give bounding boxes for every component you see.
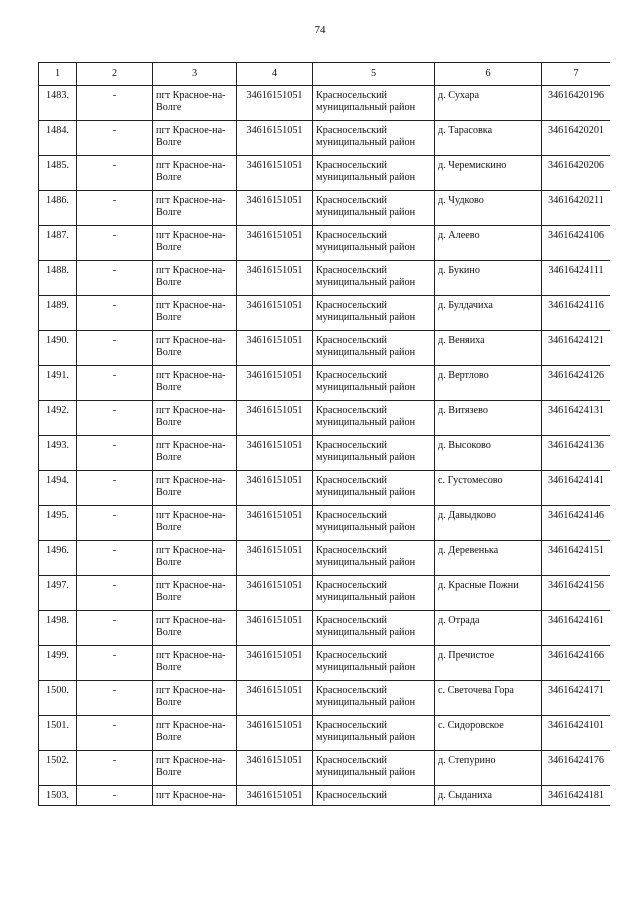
district-cell [313,366,435,401]
row-number-cell: 1487. [39,226,77,261]
column-header-4: 4 [237,63,313,86]
settlement-code-cell: 34616151051 [237,226,313,261]
settlement-cell [153,611,237,646]
district-line-2: муниципальный район [316,452,416,463]
settlements-table [38,62,610,806]
settlement-code-cell: 34616151051 [237,121,313,156]
settlement-code-cell: 34616151051 [237,716,313,751]
settlement-line-1: пгт Красное-на- [156,510,226,521]
locality-cell: д. Алеево [435,226,542,261]
row-number-cell: 1502. [39,751,77,786]
locality-cell: д. Вертлово [435,366,542,401]
row-number-cell: 1497. [39,576,77,611]
settlement-code-cell: 34616151051 [237,506,313,541]
locality-code-cell: 34616424146 [542,506,611,541]
row-number-cell: 1490. [39,331,77,366]
district-line-1: Красносельский [316,195,388,206]
dash-cell: - [77,716,153,751]
table-row [39,611,611,646]
district-line-1: Красносельский [316,720,388,731]
settlement-code-cell: 34616151051 [237,541,313,576]
locality-cell: д. Степурино [435,751,542,786]
district-line-1: Красносельский [316,650,388,661]
settlement-line-2: Волге [156,767,182,778]
settlement-line-2: Волге [156,732,182,743]
district-line-2: муниципальный район [316,102,416,113]
locality-code-cell: 34616424106 [542,226,611,261]
locality-code-cell: 34616424111 [542,261,611,296]
settlement-line-2: Волге [156,592,182,603]
locality-code-cell: 34616424166 [542,646,611,681]
district-line-2: муниципальный район [316,417,416,428]
locality-cell: с. Густомесово [435,471,542,506]
locality-cell: д. Черемискино [435,156,542,191]
locality-cell: д. Букино [435,261,542,296]
district-line-2: муниципальный район [316,382,416,393]
table-row [39,86,611,121]
district-line-1: Красносельский [316,265,388,276]
locality-code-cell: 34616424176 [542,751,611,786]
dash-cell: - [77,576,153,611]
district-cell [313,471,435,506]
district-line-1: Красносельский [316,755,388,766]
settlement-line-1: пгт Красное-на- [156,370,226,381]
district-cell [313,191,435,226]
column-header-1: 1 [39,63,77,86]
settlement-line-2: Волге [156,557,182,568]
settlement-line-2: Волге [156,662,182,673]
locality-cell: с. Светочева Гора [435,681,542,716]
district-line-2: муниципальный район [316,732,416,743]
settlement-line-1: пгт Красное-на- [156,195,226,206]
district-cell [313,436,435,471]
table-row [39,366,611,401]
settlement-line-2: Волге [156,522,182,533]
row-number-cell: 1496. [39,541,77,576]
settlement-code-cell: 34616151051 [237,611,313,646]
table-row [39,261,611,296]
dash-cell: - [77,331,153,366]
table-row [39,156,611,191]
page-number: 74 [314,24,326,36]
row-number-cell: 1494. [39,471,77,506]
settlement-cell [153,646,237,681]
district-cell [313,506,435,541]
settlement-line-2: Волге [156,137,182,148]
dash-cell: - [77,471,153,506]
locality-code-cell: 34616424181 [542,786,611,806]
settlement-line-2: Волге [156,277,182,288]
row-number-cell: 1492. [39,401,77,436]
district-line-1: Красносельский [316,510,388,521]
dash-cell: - [77,226,153,261]
dash-cell: - [77,86,153,121]
district-line-1: Красносельский [316,475,388,486]
locality-cell: д. Пречистое [435,646,542,681]
settlement-line-1: пгт Красное-на- [156,405,226,416]
district-cell [313,681,435,716]
settlement-code-cell: 34616151051 [237,576,313,611]
settlement-cell [153,156,237,191]
dash-cell: - [77,611,153,646]
settlement-cell [153,261,237,296]
settlement-line-1: пгт Красное-на- [156,265,226,276]
locality-cell: д. Чудково [435,191,542,226]
district-cell [313,646,435,681]
column-header-3: 3 [153,63,237,86]
table-row [39,191,611,226]
district-line-1: Красносельский [316,90,388,101]
row-number-cell: 1489. [39,296,77,331]
settlement-code-cell: 34616151051 [237,191,313,226]
district-cell [313,401,435,436]
settlement-line-1: пгт Красное-на- [156,545,226,556]
locality-code-cell: 34616420201 [542,121,611,156]
settlement-code-cell: 34616151051 [237,156,313,191]
locality-cell: д. Веняиха [435,331,542,366]
district-cell [313,86,435,121]
table-row [39,576,611,611]
district-line-1: Красносельский [316,160,388,171]
district-line-2: муниципальный район [316,697,416,708]
district-line-2: муниципальный район [316,207,416,218]
settlement-line-2: Волге [156,242,182,253]
column-header-2: 2 [77,63,153,86]
locality-cell: д. Тарасовка [435,121,542,156]
table-row [39,296,611,331]
district-line-1: Красносельский [316,230,388,241]
district-line-2: муниципальный район [316,662,416,673]
settlement-line-2: Волге [156,312,182,323]
settlement-line-1: пгт Красное-на- [156,790,226,801]
locality-cell: д. Давыдково [435,506,542,541]
district-line-1: Красносельский [316,685,388,696]
row-number-cell: 1495. [39,506,77,541]
district-line-2: муниципальный район [316,592,416,603]
district-line-2: муниципальный район [316,487,416,498]
settlement-cell [153,191,237,226]
district-line-2: муниципальный район [316,277,416,288]
district-cell [313,541,435,576]
locality-code-cell: 34616424171 [542,681,611,716]
settlement-cell [153,716,237,751]
settlement-line-1: пгт Красное-на- [156,300,226,311]
dash-cell: - [77,646,153,681]
locality-code-cell: 34616420211 [542,191,611,226]
district-line-2: муниципальный район [316,627,416,638]
settlement-code-cell: 34616151051 [237,261,313,296]
district-cell [313,716,435,751]
settlement-line-2: Волге [156,417,182,428]
table-row [39,646,611,681]
row-number-cell: 1493. [39,436,77,471]
dash-cell: - [77,156,153,191]
dash-cell: - [77,786,153,806]
locality-code-cell: 34616424116 [542,296,611,331]
settlement-line-1: пгт Красное-на- [156,160,226,171]
settlement-line-1: пгт Красное-на- [156,230,226,241]
dash-cell: - [77,751,153,786]
column-header-5: 5 [313,63,435,86]
settlement-cell [153,751,237,786]
settlement-cell [153,86,237,121]
settlement-code-cell: 34616151051 [237,751,313,786]
table-row [39,751,611,786]
district-line-1: Красносельский [316,615,388,626]
table-row [39,541,611,576]
settlement-line-1: пгт Красное-на- [156,580,226,591]
column-header-7: 7 [542,63,611,86]
locality-code-cell: 34616424126 [542,366,611,401]
row-number-cell: 1484. [39,121,77,156]
district-cell [313,331,435,366]
locality-code-cell: 34616420196 [542,86,611,121]
district-cell [313,226,435,261]
district-line-1: Красносельский [316,335,388,346]
locality-cell: д. Сыданиха [435,786,542,806]
table-row [39,331,611,366]
settlement-cell [153,471,237,506]
district-line-1: Красносельский [316,370,388,381]
locality-code-cell: 34616424156 [542,576,611,611]
district-line-1: Красносельский [316,440,388,451]
dash-cell: - [77,261,153,296]
table-header-row [39,63,611,86]
locality-code-cell: 34616424141 [542,471,611,506]
settlement-line-2: Волге [156,102,182,113]
settlement-cell [153,786,237,806]
settlement-code-cell: 34616151051 [237,401,313,436]
table-container [38,62,610,836]
dash-cell: - [77,191,153,226]
dash-cell: - [77,296,153,331]
district-cell [313,576,435,611]
district-cell [313,751,435,786]
district-line-2: муниципальный район [316,137,416,148]
table-row [39,436,611,471]
settlement-line-1: пгт Красное-на- [156,335,226,346]
locality-cell: д. Деревенька [435,541,542,576]
district-line-1: Красносельский [316,300,388,311]
locality-cell: д. Булдачиха [435,296,542,331]
row-number-cell: 1503. [39,786,77,806]
settlement-cell [153,331,237,366]
district-line-1: Красносельский [316,545,388,556]
dash-cell: - [77,541,153,576]
settlement-cell [153,366,237,401]
settlement-line-2: Волге [156,487,182,498]
district-line-1: Красносельский [316,580,388,591]
locality-cell: д. Отрада [435,611,542,646]
settlement-line-2: Волге [156,627,182,638]
dash-cell: - [77,436,153,471]
row-number-cell: 1488. [39,261,77,296]
settlement-line-1: пгт Красное-на- [156,755,226,766]
settlement-code-cell: 34616151051 [237,681,313,716]
table-row [39,471,611,506]
district-line-2: муниципальный район [316,312,416,323]
settlement-code-cell: 34616151051 [237,786,313,806]
dash-cell: - [77,401,153,436]
settlement-line-2: Волге [156,207,182,218]
table-body [39,63,611,806]
district-cell [313,611,435,646]
settlement-line-1: пгт Красное-на- [156,650,226,661]
table-row [39,681,611,716]
locality-cell: д. Сухара [435,86,542,121]
district-line-2: муниципальный район [316,347,416,358]
settlement-line-2: Волге [156,347,182,358]
dash-cell: - [77,681,153,716]
row-number-cell: 1499. [39,646,77,681]
row-number-cell: 1498. [39,611,77,646]
district-line-2: муниципальный район [316,242,416,253]
settlement-cell [153,226,237,261]
dash-cell: - [77,506,153,541]
district-cell [313,261,435,296]
dash-cell: - [77,121,153,156]
locality-code-cell: 34616424101 [542,716,611,751]
settlement-line-1: пгт Красное-на- [156,90,226,101]
settlement-line-1: пгт Красное-на- [156,440,226,451]
district-line-2: муниципальный район [316,172,416,183]
settlement-line-2: Волге [156,697,182,708]
settlement-line-1: пгт Красное-на- [156,685,226,696]
table-row [39,121,611,156]
settlement-line-1: пгт Красное-на- [156,615,226,626]
table-row [39,506,611,541]
district-line-1: Красносельский [316,790,388,801]
row-number-cell: 1486. [39,191,77,226]
settlement-code-cell: 34616151051 [237,86,313,121]
locality-code-cell: 34616420206 [542,156,611,191]
settlement-line-1: пгт Красное-на- [156,720,226,731]
settlement-cell [153,681,237,716]
settlement-cell [153,436,237,471]
district-line-2: муниципальный район [316,522,416,533]
locality-code-cell: 34616424121 [542,331,611,366]
settlement-code-cell: 34616151051 [237,296,313,331]
settlement-cell [153,401,237,436]
locality-cell: д. Красные Пожни [435,576,542,611]
settlement-cell [153,541,237,576]
district-cell [313,156,435,191]
row-number-cell: 1483. [39,86,77,121]
row-number-cell: 1485. [39,156,77,191]
settlement-code-cell: 34616151051 [237,436,313,471]
dash-cell: - [77,366,153,401]
table-row [39,786,611,806]
row-number-cell: 1501. [39,716,77,751]
settlement-cell [153,121,237,156]
table-row [39,401,611,436]
settlement-cell [153,576,237,611]
locality-code-cell: 34616424151 [542,541,611,576]
locality-cell: д. Высоково [435,436,542,471]
district-line-1: Красносельский [316,125,388,136]
settlement-code-cell: 34616151051 [237,366,313,401]
district-cell [313,296,435,331]
settlement-line-2: Волге [156,172,182,183]
settlement-line-2: Волге [156,382,182,393]
district-line-2: муниципальный район [316,767,416,778]
settlement-code-cell: 34616151051 [237,646,313,681]
locality-cell: д. Витязево [435,401,542,436]
table-row [39,716,611,751]
row-number-cell: 1500. [39,681,77,716]
table-row [39,226,611,261]
district-cell [313,786,435,806]
settlement-code-cell: 34616151051 [237,471,313,506]
settlement-line-1: пгт Красное-на- [156,125,226,136]
district-cell [313,121,435,156]
locality-code-cell: 34616424131 [542,401,611,436]
settlement-code-cell: 34616151051 [237,331,313,366]
locality-code-cell: 34616424161 [542,611,611,646]
settlement-line-2: Волге [156,452,182,463]
settlement-cell [153,506,237,541]
district-line-2: муниципальный район [316,557,416,568]
locality-cell: с. Сидоровское [435,716,542,751]
district-line-1: Красносельский [316,405,388,416]
settlement-cell [153,296,237,331]
row-number-cell: 1491. [39,366,77,401]
column-header-6: 6 [435,63,542,86]
locality-code-cell: 34616424136 [542,436,611,471]
settlement-line-1: пгт Красное-на- [156,475,226,486]
